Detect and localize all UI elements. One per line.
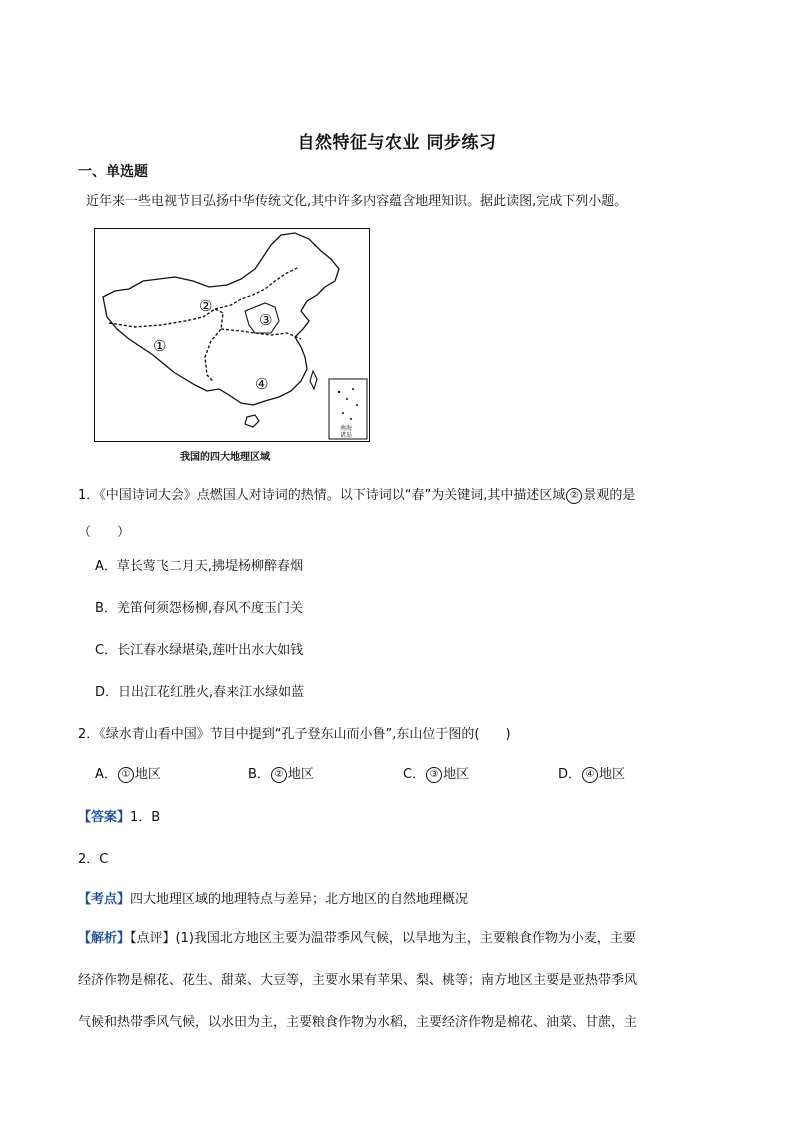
option-text: 地区 [287,767,314,782]
option-c[interactable] [95,639,303,658]
intro-text: 近年来一些电视节目弘扬中华传统文化,其中许多内容蕴含地理知识。据此读图,完成下列小题。 [86,194,628,209]
question-text-tail: 景观的是 [583,488,636,503]
section-heading: 一、单选题 [78,164,148,180]
region-marker: ④ [582,767,598,783]
map-label-1: ① [153,337,167,355]
jiexi-line-2: 经济作物是棉花、花生、甜菜、大豆等，主要水果有苹果、梨、桃等；南方地区主要是亚热带季风 [78,973,638,988]
kaodian-text: 四大地理区域的地理特点与差异；北方地区的自然地理概况 [130,892,469,907]
option-letter: C． [403,767,426,782]
option-text: 长江春水绿堪染,莲叶出水大如钱 [117,643,304,658]
option-text: 羌笛何须怨杨柳,春风不度玉门关 [116,601,304,616]
option-text: 地区 [134,767,161,782]
option-d[interactable] [95,681,304,700]
option-letter: B． [95,601,117,616]
question-text: 《中国诗词大会》点燃国人对诗词的热情。以下诗词以“春”为关键词,其中描述区域 [99,488,566,503]
jiexi-line-1 [78,918,723,960]
china-outline-drawing [95,229,368,440]
option-text: 地区 [443,767,470,782]
map-label-3: ③ [259,311,273,329]
option-letter: A． [95,767,117,782]
option-b[interactable] [95,597,303,616]
answer-2: 2．C [78,852,109,867]
jiexi-label: 【解析】 [78,931,131,946]
region-marker: ① [118,767,134,783]
option-letter: C． [95,643,118,658]
map-label-2: ② [199,297,213,315]
map-label-4: ④ [255,375,269,393]
region-marker: ② [566,488,582,504]
china-regions-map [94,228,370,442]
option-text: 地区 [599,767,626,782]
inset-label-line2: 诸岛 [340,432,353,439]
question-1 [78,484,635,504]
option-letter: A． [95,559,117,574]
jiexi-paragraph [78,918,723,1044]
answer-label: 【答案】 [78,810,131,825]
option-a[interactable] [95,555,303,574]
page-title: 自然特征与农业 同步练习 [297,133,497,153]
region-marker: ③ [426,767,442,783]
map-caption: 我国的四大地理区域 [180,452,270,463]
question-number: 1． [78,488,100,503]
q2-option-a[interactable] [95,763,161,783]
question-number: 2． [78,727,100,742]
option-letter: B． [248,767,270,782]
kaodian-line [78,888,468,907]
option-letter: D． [95,685,119,700]
q2-option-b[interactable] [248,763,314,783]
region-marker: ② [271,767,287,783]
q2-option-d[interactable] [558,763,625,783]
option-text: 草长莺飞二月天,拂堤杨柳醉春烟 [116,559,304,574]
q2-option-c[interactable] [403,763,469,783]
jiexi-line-3: 气候和热带季风气候，以水田为主，主要粮食作物为水稻，主要经济作物是棉花、油菜、甘蔗，主 [78,1015,638,1030]
option-letter: D． [558,767,582,782]
jiexi-text-1: 【点评】(1)我国北方地区主要为温带季风气候，以旱地为主，主要粮食作物为小麦，主要 [130,931,636,946]
inset-label-line1: 南海 [340,425,353,432]
inset-label [340,425,352,439]
answer-line-1 [78,806,160,825]
question-text: 《绿水青山看中国》节目中提到“孔子登东山而小鲁”,东山位于图的( ) [99,727,511,742]
kaodian-label: 【考点】 [78,892,131,907]
question-1-paren: （ ） [78,525,131,540]
answer-1: 1．B [130,810,161,825]
question-2 [78,723,511,742]
option-text: 日出江花红胜火,春来江水绿如蓝 [118,685,305,700]
